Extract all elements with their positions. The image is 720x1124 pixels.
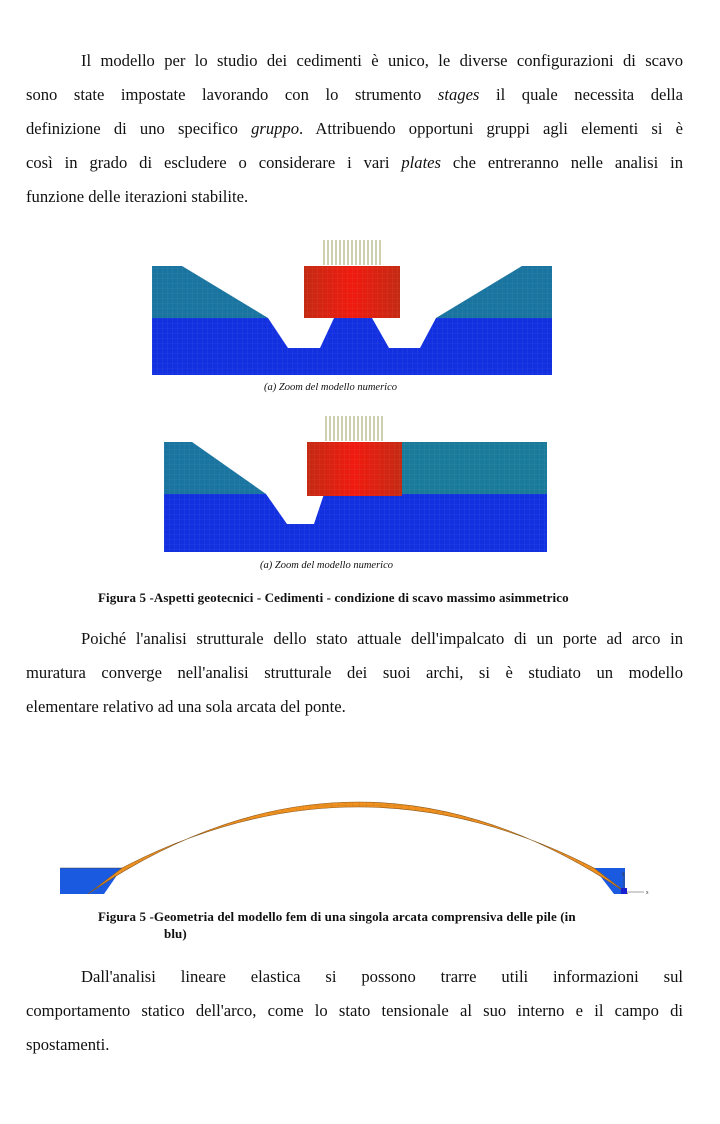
paragraph-3 xyxy=(26,960,683,1062)
axis-indicator xyxy=(621,871,649,896)
axis-x-label: x xyxy=(646,890,649,896)
arch-body xyxy=(88,802,628,894)
text-line: così in grado di escludere o considerare i vari plates che entreranno nelle analisi in xyxy=(26,153,683,172)
figure-2-caption-line2: blu) xyxy=(164,926,187,941)
text-line: definizione di uno specifico gruppo. Attribuendo opportuni gruppi agli elementi si è xyxy=(26,119,683,138)
text-line: comportamento statico dell'arco, come lo stato tensionale al suo interno e il campo di xyxy=(26,1001,683,1020)
geotechnical-model-zoom-b xyxy=(164,414,547,554)
applied-loads xyxy=(324,240,380,265)
subcaption-b: (a) Zoom del modello numerico xyxy=(260,560,393,571)
text-line: Il modello per lo studio dei cedimenti è unico, le diverse configurazioni di scavo xyxy=(81,51,683,70)
paragraph-1 xyxy=(26,44,683,214)
figure-2-caption-line1: Figura 5 -Geometria del modello fem di una singola arcata comprensiva delle pile (in xyxy=(98,909,576,924)
arch-fem-model xyxy=(58,770,658,900)
text-line: muratura converge nell'analisi strutturale dei suoi archi, si è studiato un modello xyxy=(26,663,683,682)
geotechnical-model-zoom-a xyxy=(152,238,552,376)
text-line: elementare relativo ad una sola arcata del ponte. xyxy=(26,697,346,716)
subcaption-a: (a) Zoom del modello numerico xyxy=(264,382,397,393)
text-line: funzione delle iterazioni stabilite. xyxy=(26,187,249,206)
applied-loads xyxy=(326,416,382,441)
figure-1-caption: Figura 5 -Aspetti geotecnici - Cedimenti - condizione di scavo massimo asimmetrico xyxy=(98,590,569,605)
text-line: spostamenti. xyxy=(26,1035,110,1054)
text-line: Poiché l'analisi strutturale dello stato attuale dell'impalcato di un porte ad arco in xyxy=(81,629,683,648)
left-pier xyxy=(60,868,122,894)
paragraph-2 xyxy=(26,622,683,724)
axis-y-label: y xyxy=(622,871,625,877)
text-line: Dall'analisi lineare elastica si possono trarre utili informazioni sul xyxy=(81,967,683,986)
text-line: sono state impostate lavorando con lo strumento stages il quale necessita della xyxy=(26,85,683,104)
